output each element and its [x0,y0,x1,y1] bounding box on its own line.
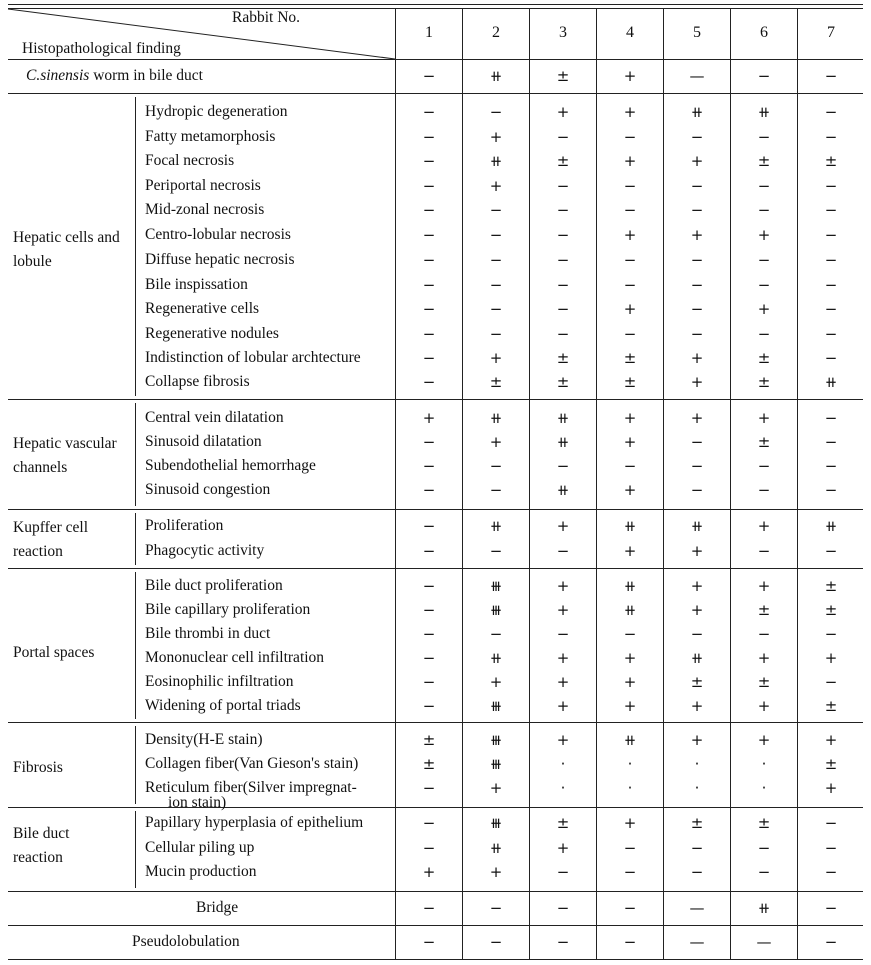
grade-cell: − [824,128,838,146]
finding-label: Density(H-E stain) [145,731,263,748]
grade-cell: − [824,481,838,499]
grade-cell: + [690,577,704,595]
grade-cell: − [422,481,436,499]
grade-cell: − [623,201,637,219]
grade-cell: + [623,67,637,85]
grade-cell: + [757,226,771,244]
grade-cell: + [690,409,704,427]
grade-cell: − [824,300,838,318]
finding-label: Subendothelial hemorrhage [145,457,316,474]
grade-cell: + [623,814,637,832]
grade-cell: − [422,814,436,832]
grade-cell: − [489,481,503,499]
grade-cell: − [422,300,436,318]
grade-cell: − [489,325,503,343]
grade-cell: + [757,409,771,427]
finding-label: Mid-zonal necrosis [145,201,265,218]
grade-cell: − [489,201,503,219]
grade-cell: ⧺ [489,839,503,857]
grade-cell: + [623,433,637,451]
grade-cell: − [623,325,637,343]
grade-cell: + [623,152,637,170]
grade-cell: ⧺ [623,577,637,595]
grade-cell: + [757,731,771,749]
grade-cell: ⧺ [824,517,838,535]
grade-cell: + [690,731,704,749]
grade-cell: − [556,542,570,560]
grade-cell: + [556,673,570,691]
grade-cell: − [824,251,838,269]
grade-cell: − [489,300,503,318]
finding-label: Mucin production [145,863,257,880]
grade-cell: − [690,839,704,857]
grade-cell: − [422,697,436,715]
grade-cell: + [690,697,704,715]
group-label: Fibrosis [13,759,63,776]
grade-cell: − [489,933,503,951]
grade-cell: + [690,152,704,170]
grade-cell: + [556,103,570,121]
grade-cell: − [422,276,436,294]
group-label: Kupffer cell reaction [13,519,89,560]
grade-cell: − [556,128,570,146]
grade-cell: − [824,409,838,427]
grade-cell: − [556,276,570,294]
grade-cell: − [757,67,771,85]
grade-cell: − [757,481,771,499]
grade-cell: ± [556,349,570,367]
grade-cell: − [422,839,436,857]
grade-cell: · [627,755,633,773]
grade-cell: ± [757,673,771,691]
grade-cell: + [489,433,503,451]
grade-cell: + [556,839,570,857]
group-label: Hepatic cells and lobule [13,229,120,270]
grade-cell: ⧺ [489,517,503,535]
group-label: Portal spaces [13,644,95,661]
grade-cell: − [757,625,771,643]
grade-cell: − [824,201,838,219]
grade-cell: ⧻ [489,577,503,595]
grade-cell: − [623,933,637,951]
grade-cell: − [489,276,503,294]
species-name: C.sinensis [26,67,90,84]
rabbit-number: 6 [760,24,768,41]
grade-cell: − [690,201,704,219]
grade-cell: + [422,863,436,881]
grade-cell: ⧺ [556,433,570,451]
grade-cell: ⧻ [489,697,503,715]
grade-cell: + [556,697,570,715]
finding-label: Diffuse hepatic necrosis [145,251,295,268]
grade-cell: − [824,457,838,475]
grade-cell: ⧺ [623,517,637,535]
grade-cell: − [422,542,436,560]
grade-cell: − [623,899,637,917]
grade-cell: ⧻ [489,731,503,749]
grade-cell: + [623,409,637,427]
finding-label: Hydropic degeneration [145,103,288,120]
grade-cell: ± [824,755,838,773]
grade-cell: − [824,839,838,857]
grade-cell: ± [824,152,838,170]
grade-cell: − [757,251,771,269]
grade-cell: + [489,349,503,367]
grade-cell: ⧺ [556,481,570,499]
grade-cell: − [422,625,436,643]
grade-cell: − [489,457,503,475]
grade-cell: − [556,899,570,917]
grade-cell: − [422,201,436,219]
grade-cell: ± [824,601,838,619]
grade-cell: ± [422,731,436,749]
finding-label: Focal necrosis [145,152,235,169]
rabbit-number: 2 [492,24,500,41]
grade-cell: ⧺ [623,601,637,619]
grade-cell: − [824,67,838,85]
grade-cell: − [489,103,503,121]
grade-cell: — [689,67,705,85]
grade-cell: − [422,673,436,691]
grade-cell: ± [489,373,503,391]
grade-cell: − [824,625,838,643]
grade-cell: − [757,839,771,857]
grade-cell: + [690,373,704,391]
grade-cell: · [694,779,700,797]
grade-cell: − [690,251,704,269]
grade-cell: − [556,251,570,269]
finding-label: Papillary hyperplasia of epithelium [145,814,364,831]
grade-cell: − [824,673,838,691]
grade-cell: + [489,863,503,881]
rabbit-number: 3 [559,24,567,41]
grade-cell: − [690,863,704,881]
grade-cell: ⧻ [489,814,503,832]
grade-cell: − [824,899,838,917]
grade-cell: + [556,601,570,619]
grade-cell: + [422,409,436,427]
grade-cell: − [623,128,637,146]
grade-cell: − [422,779,436,797]
grade-cell: − [623,457,637,475]
grade-cell: ⧺ [757,103,771,121]
grade-cell: − [623,863,637,881]
grade-cell: − [690,276,704,294]
grade-cell: ⧺ [690,649,704,667]
grade-cell: + [623,697,637,715]
grade-cell: + [489,177,503,195]
grade-cell: − [757,325,771,343]
grade-cell: − [422,251,436,269]
grade-cell: − [422,349,436,367]
grade-cell: − [556,457,570,475]
grade-cell: − [422,433,436,451]
grade-cell: − [422,373,436,391]
grade-cell: − [623,839,637,857]
grade-cell: ⧺ [489,649,503,667]
finding-label: Central vein dilatation [145,409,284,426]
grade-cell: − [489,542,503,560]
finding-label: Regenerative nodules [145,325,279,342]
grade-cell: ⧺ [757,899,771,917]
rabbit-number: 4 [626,24,634,41]
grade-cell: − [422,67,436,85]
grade-cell: − [422,226,436,244]
grade-cell: + [623,481,637,499]
finding-label: Reticulum fiber(Silver impregnat- [145,779,357,796]
finding-label: Phagocytic activity [145,542,265,559]
grade-cell: ⧺ [489,67,503,85]
grade-cell: ⧺ [489,152,503,170]
grade-cell: ± [556,373,570,391]
grade-cell: − [824,226,838,244]
grade-cell: − [422,577,436,595]
grade-cell: ± [690,673,704,691]
grade-cell: − [757,542,771,560]
grade-cell: − [623,276,637,294]
grade-cell: ⧻ [489,755,503,773]
grade-cell: − [757,128,771,146]
finding-label: Collagen fiber(Van Gieson's stain) [145,755,359,772]
grade-cell: + [623,226,637,244]
grade-cell: − [422,325,436,343]
grade-cell: — [756,933,772,951]
grade-cell: + [824,731,838,749]
grade-cell: − [422,649,436,667]
grade-cell: − [422,933,436,951]
grade-cell: − [824,276,838,294]
grade-cell: + [690,542,704,560]
grade-cell: − [824,433,838,451]
grade-cell: − [757,863,771,881]
grade-cell: ± [824,577,838,595]
grade-cell: − [690,481,704,499]
grade-cell: − [623,251,637,269]
grade-cell: + [757,517,771,535]
finding-label: Periportal necrosis [145,177,261,194]
rabbit-number: 7 [827,24,835,41]
grade-cell: · [761,755,767,773]
grade-cell: ± [690,814,704,832]
pseudolobulation-label: Pseudolobulation [132,933,240,950]
grade-cell: ⧺ [690,103,704,121]
grade-cell: ⧺ [623,731,637,749]
grade-cell: + [556,731,570,749]
grade-cell: − [757,177,771,195]
grade-cell: − [757,276,771,294]
finding-label: Bile inspissation [145,276,248,293]
grade-cell: + [556,577,570,595]
grade-cell: − [422,128,436,146]
grade-cell: + [824,779,838,797]
finding-label: Sinusoid congestion [145,481,271,498]
grade-cell: − [690,300,704,318]
finding-label: Bile duct proliferation [145,577,283,594]
grade-cell: ± [422,755,436,773]
finding-label: Bile capillary proliferation [145,601,311,618]
grade-cell: − [690,625,704,643]
grade-cell: − [489,251,503,269]
grade-cell: − [824,863,838,881]
finding-label: Widening of portal triads [145,697,301,714]
grade-cell: · [761,779,767,797]
finding-label: Proliferation [145,517,224,534]
grade-cell: + [757,300,771,318]
grade-cell: · [560,755,566,773]
grade-cell: − [690,128,704,146]
rabbit-number: 1 [425,24,433,41]
grade-cell: − [556,226,570,244]
finding-label: Regenerative cells [145,300,260,317]
finding-label: Sinusoid dilatation [145,433,262,450]
grade-cell: − [422,103,436,121]
grade-cell: ± [556,814,570,832]
grade-cell: − [757,457,771,475]
bridge-label: Bridge [196,899,239,916]
grade-cell: + [757,649,771,667]
finding-label: Cellular piling up [145,839,255,856]
grade-cell: − [556,177,570,195]
finding-label: Mononuclear cell infiltration [145,649,325,666]
finding-label: Indistinction of lobular archtecture [145,349,361,366]
grade-cell: − [489,899,503,917]
finding-label: Histopathological finding [22,40,181,57]
grade-cell: + [623,103,637,121]
grade-cell: − [489,226,503,244]
grade-cell: + [623,300,637,318]
grade-cell: ± [623,349,637,367]
grade-cell: + [556,649,570,667]
finding-label: Eosinophilic infiltration [145,673,294,690]
grade-cell: − [757,201,771,219]
grade-cell: − [556,300,570,318]
worm-row-label [26,67,203,85]
grade-cell: + [623,542,637,560]
grade-cell: ± [757,349,771,367]
grade-cell: − [422,457,436,475]
grade-cell: − [824,933,838,951]
grade-cell: − [824,542,838,560]
grade-cell: + [757,577,771,595]
grade-cell: · [694,755,700,773]
grade-cell: − [824,103,838,121]
grade-cell: − [690,177,704,195]
grade-cell: − [422,152,436,170]
grade-cell: ⧺ [824,373,838,391]
worm-row-label-rest: worm in bile duct [93,67,203,84]
group-label: Bile duct reaction [13,825,70,866]
grade-cell: − [824,814,838,832]
rabbit-no-label: Rabbit No. [232,9,301,26]
grade-cell: ± [556,67,570,85]
grade-cell: + [690,226,704,244]
grade-cell: + [690,349,704,367]
grade-cell: ± [824,697,838,715]
grade-cell: + [824,649,838,667]
grade-cell: − [422,177,436,195]
grade-cell: + [757,697,771,715]
grade-cell: ⧺ [489,409,503,427]
grade-cell: − [556,625,570,643]
grade-cell: ± [623,373,637,391]
grade-cell: − [422,517,436,535]
grade-cell: − [556,863,570,881]
grade-cell: − [556,933,570,951]
grade-cell: — [689,899,705,917]
grade-cell: ± [757,433,771,451]
grade-cell: + [489,779,503,797]
grade-cell: · [627,779,633,797]
grade-cell: + [623,673,637,691]
finding-label: Fatty metamorphosis [145,128,276,145]
grade-cell: + [623,649,637,667]
grade-cell: − [824,177,838,195]
grade-cell: − [690,433,704,451]
grade-cell: − [422,601,436,619]
group-label: Hepatic vascular channels [13,435,117,476]
grade-cell: ⧺ [690,517,704,535]
grade-cell: + [489,673,503,691]
finding-label: Collapse fibrosis [145,373,250,390]
rabbit-number: 5 [693,24,701,41]
grade-cell: − [556,325,570,343]
grade-cell: − [489,625,503,643]
grade-cell: − [623,625,637,643]
grade-cell: ± [757,152,771,170]
grade-cell: − [422,899,436,917]
grade-cell: ⧻ [489,601,503,619]
grade-cell: ± [757,814,771,832]
grade-cell: ± [757,601,771,619]
finding-label-continued: ion stain) [168,794,227,811]
grade-cell: − [623,177,637,195]
grade-cell: · [560,779,566,797]
grade-cell: − [824,325,838,343]
grade-cell: + [556,517,570,535]
grade-cell: ± [556,152,570,170]
grade-cell: ± [757,373,771,391]
finding-label: Centro-lobular necrosis [145,226,291,243]
grade-cell: + [489,128,503,146]
grade-cell: − [824,349,838,367]
grade-cell: ⧺ [556,409,570,427]
grade-cell: — [689,933,705,951]
grade-cell: − [690,457,704,475]
grade-cell: − [690,325,704,343]
grade-cell: + [690,601,704,619]
finding-label: Bile thrombi in duct [145,625,271,642]
grade-cell: − [556,201,570,219]
